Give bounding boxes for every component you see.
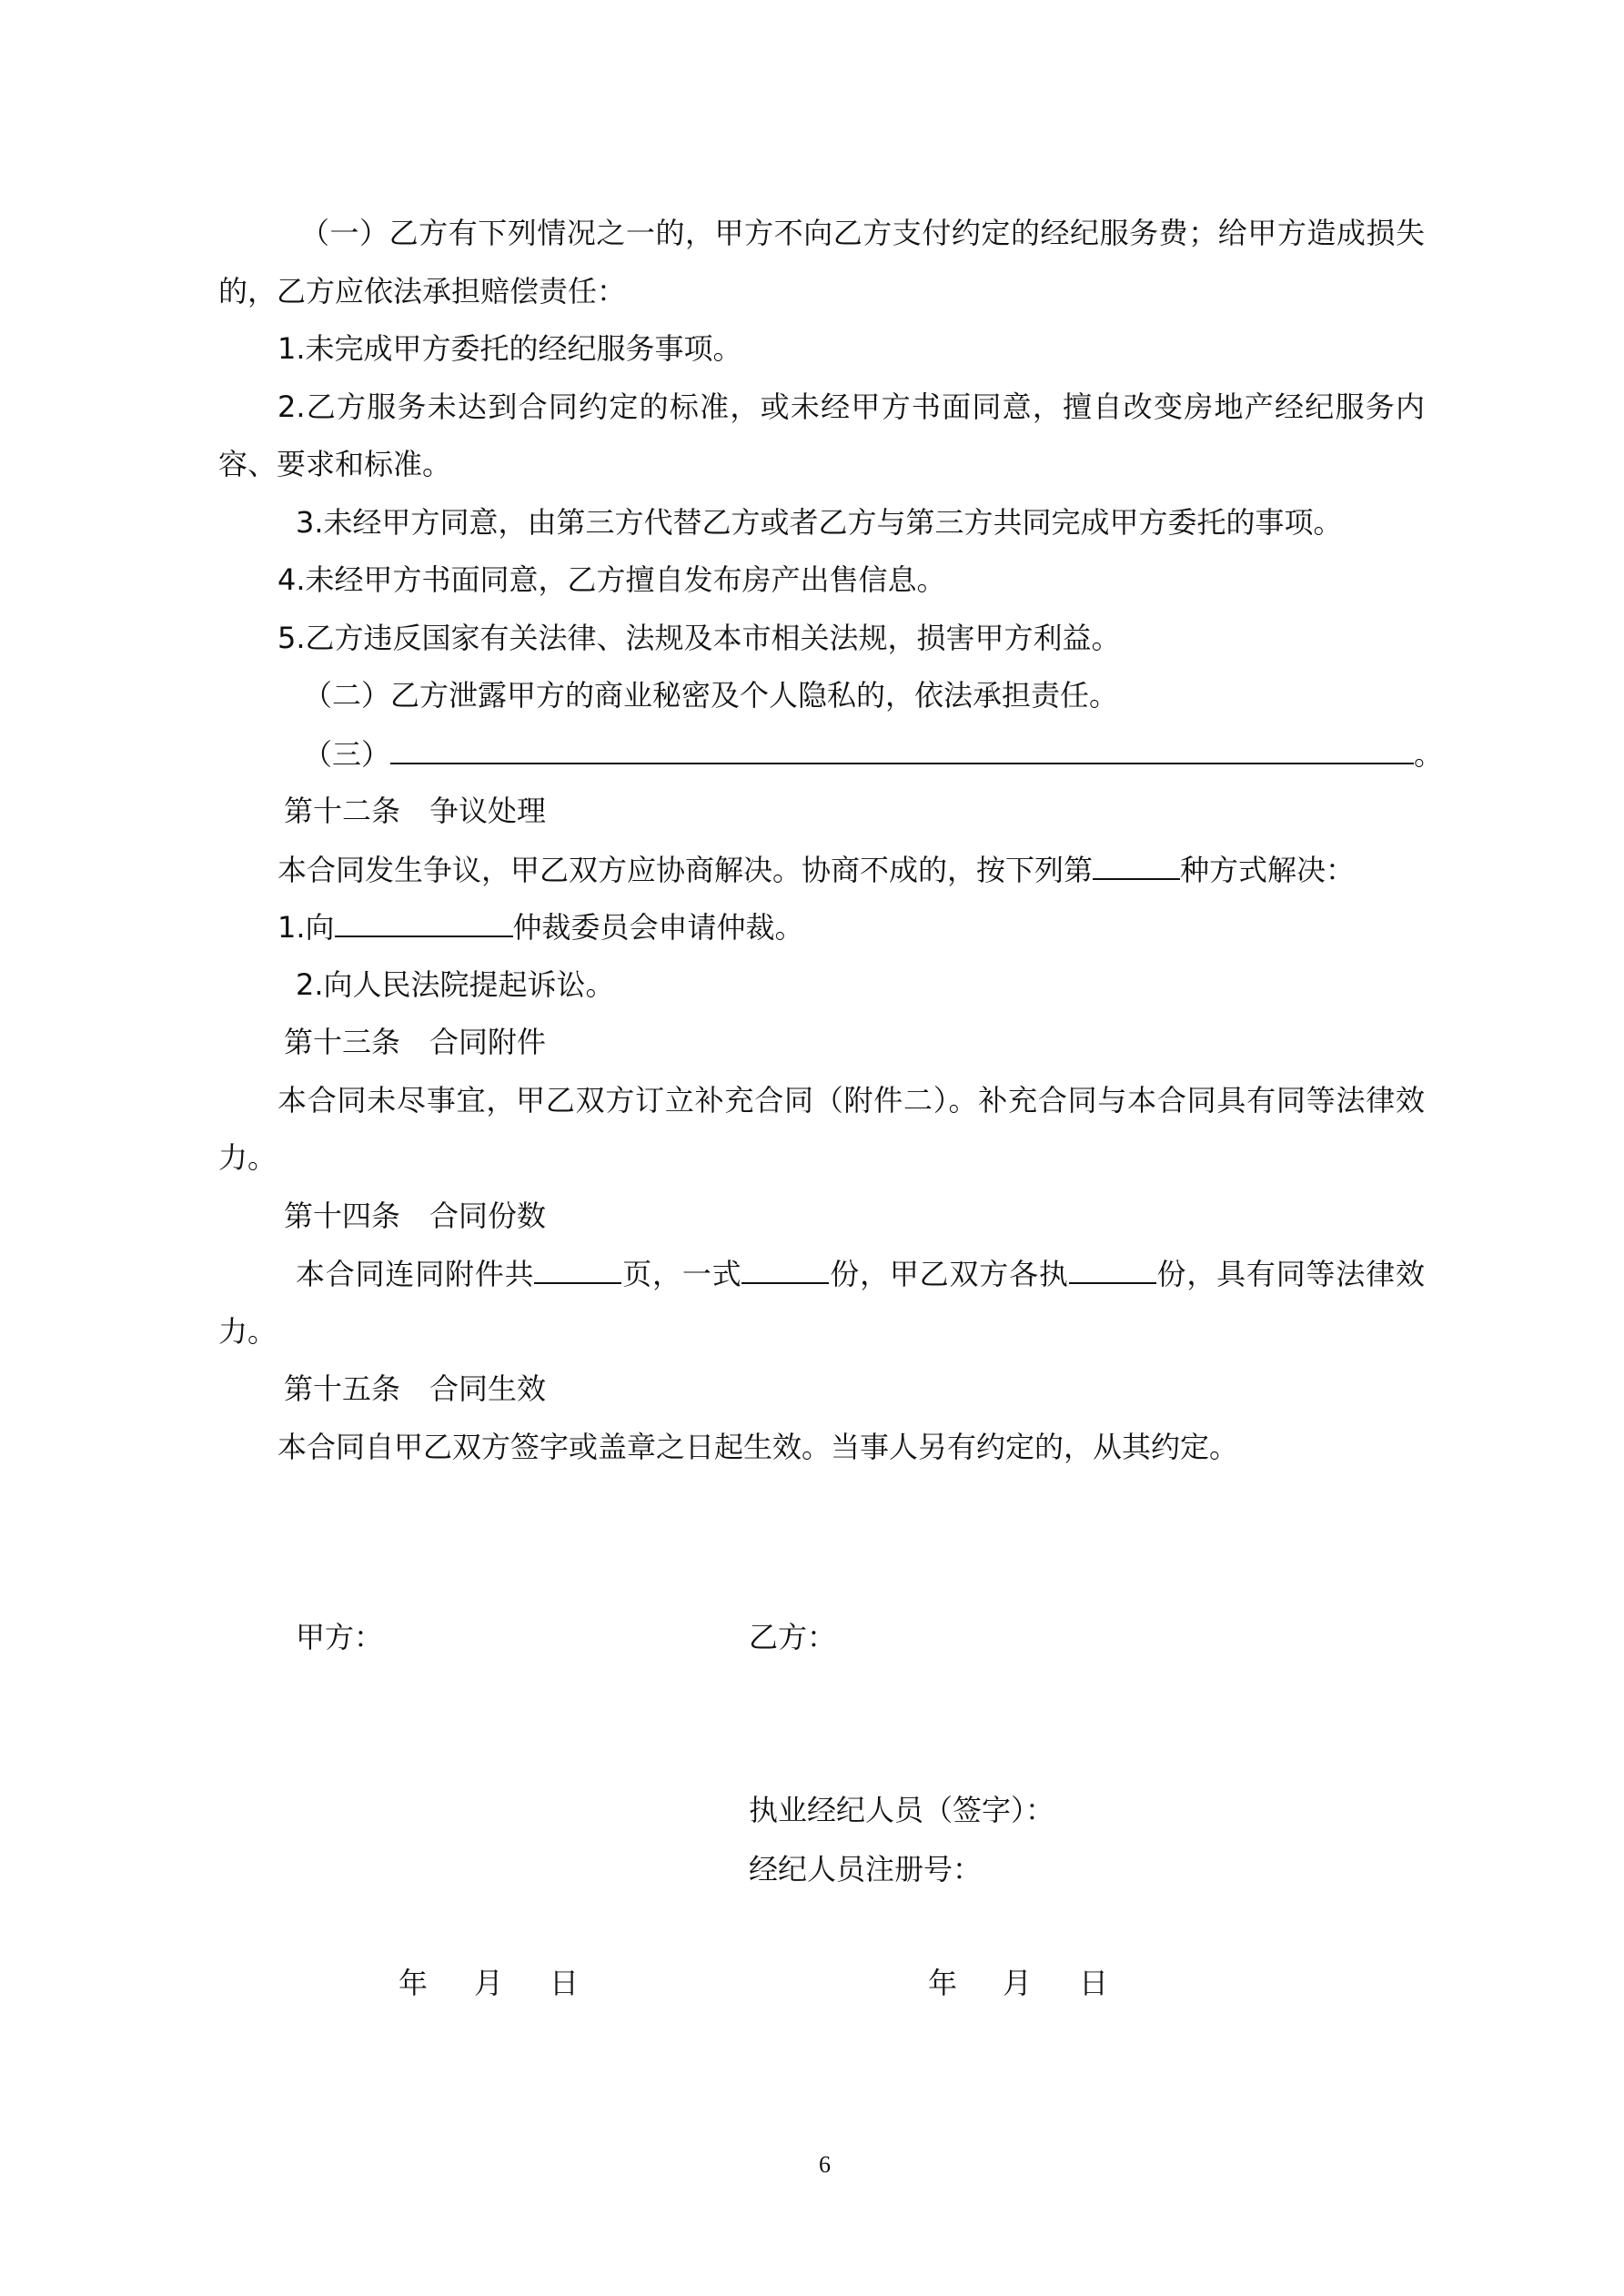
clause-3-blank[interactable]	[390, 735, 1414, 764]
item-5: 5.乙方违反国家有关法律、法规及本市相关法规，损害甲方利益。	[277, 621, 1121, 655]
article-14-body-line-2: 力。	[218, 1314, 277, 1349]
article-14-c: 份，甲乙双方各执	[829, 1257, 1069, 1291]
article-14-b: 页，一式	[621, 1257, 742, 1291]
article-14-d: 份，具有同等法律效	[1155, 1257, 1425, 1291]
item-1: 1.未完成甲方委托的经纪服务事项。	[277, 331, 742, 366]
article-14-body-line-1	[296, 1255, 1425, 1292]
article-12-option-1	[277, 908, 804, 946]
copies-blank[interactable]	[741, 1255, 829, 1284]
party-b-label: 乙方：	[749, 1620, 837, 1654]
item-2-line-2: 容、要求和标准。	[218, 447, 452, 481]
article-15-body: 本合同自甲乙双方签字或盖章之日起生效。当事人另有约定的，从其约定。	[277, 1430, 1239, 1464]
option-1-b: 仲裁委员会申请仲裁。	[512, 910, 804, 945]
article-12-body-a: 本合同发生争议，甲乙双方应协商解决。协商不成的，按下列第	[277, 853, 1094, 887]
article-13-body-line-2: 力。	[218, 1140, 277, 1175]
party-b-day: 日	[1079, 1966, 1109, 2000]
article-12-option-2: 2.向人民法院提起诉讼。	[296, 967, 615, 1002]
page-number: 6	[819, 2151, 831, 2178]
party-a-year: 年	[398, 1966, 429, 2000]
clause-3-prefix: （三）	[303, 737, 391, 772]
clause-3-suffix: 。	[1414, 737, 1444, 772]
party-b-month: 月	[1003, 1966, 1033, 2000]
option-1-a: 1.向	[277, 910, 335, 945]
item-2-line-1: 2.乙方服务未达到合同约定的标准，或未经甲方书面同意，擅自改变房地产经纪服务内	[277, 389, 1425, 424]
article-15-title: 第十五条 合同生效	[284, 1371, 547, 1406]
pages-blank[interactable]	[534, 1255, 621, 1284]
party-b-year: 年	[928, 1966, 958, 2000]
each-party-copies-blank[interactable]	[1069, 1255, 1156, 1284]
clause-2: （二）乙方泄露甲方的商业秘密及个人隐私的，依法承担责任。	[303, 678, 1119, 713]
clause-3	[303, 735, 1443, 773]
clause-1-line-1: （一）乙方有下列情况之一的，甲方不向乙方支付约定的经纪服务费；给甲方造成损失	[300, 216, 1425, 250]
article-13-title: 第十三条 合同附件	[284, 1025, 547, 1059]
article-13-body-line-1: 本合同未尽事宜，甲乙双方订立补充合同（附件二）。补充合同与本合同具有同等法律效	[277, 1083, 1425, 1118]
agent-registration-label: 经纪人员注册号：	[749, 1852, 983, 1886]
article-14-title: 第十四条 合同份数	[284, 1199, 547, 1233]
method-choice-blank[interactable]	[1093, 851, 1180, 880]
article-12-body	[277, 851, 1355, 888]
article-14-a: 本合同连同附件共	[296, 1257, 535, 1291]
party-a-month: 月	[474, 1966, 504, 2000]
article-12-body-b: 种方式解决：	[1180, 853, 1356, 887]
agent-signature-label: 执业经纪人员（签字）：	[749, 1793, 1055, 1827]
item-4: 4.未经甲方书面同意，乙方擅自发布房产出售信息。	[277, 562, 946, 597]
item-3: 3.未经甲方同意，由第三方代替乙方或者乙方与第三方共同完成甲方委托的事项。	[296, 505, 1343, 540]
party-a-day: 日	[550, 1966, 580, 2000]
party-a-label: 甲方：	[296, 1620, 384, 1654]
clause-1-line-2: 的，乙方应依法承担赔偿责任：	[218, 274, 627, 308]
article-12-title: 第十二条 争议处理	[284, 794, 547, 828]
arbitration-commission-blank[interactable]	[335, 908, 513, 937]
